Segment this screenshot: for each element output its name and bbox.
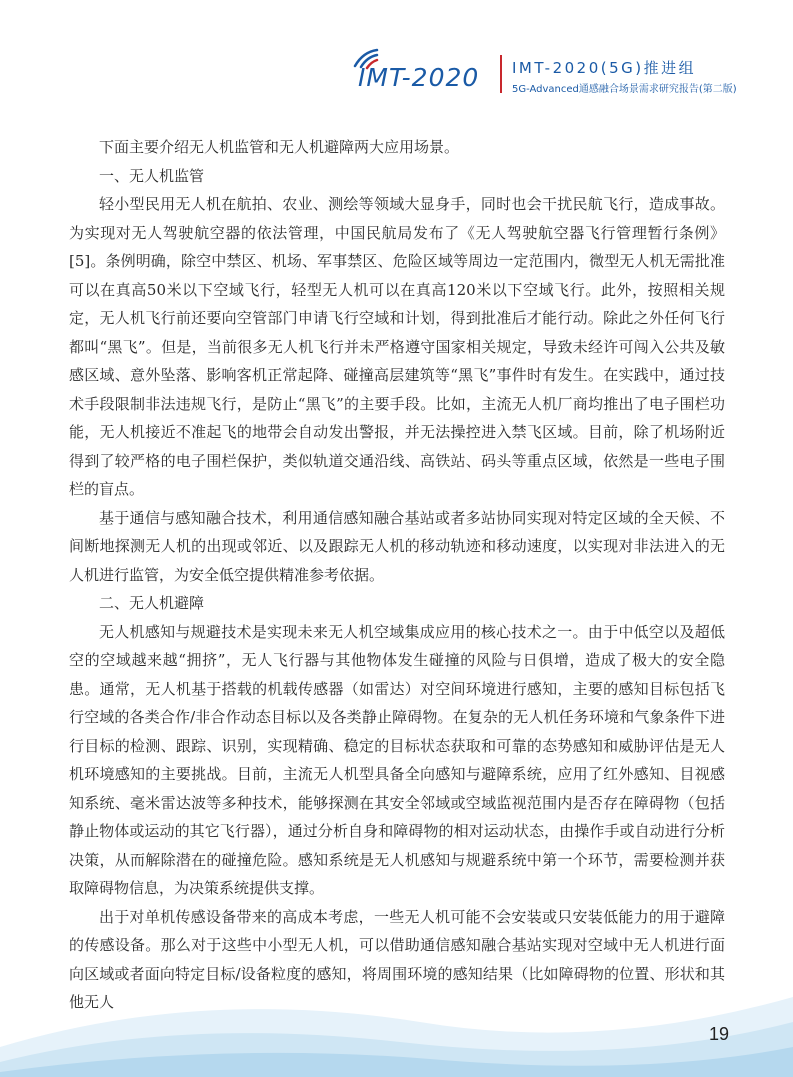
page-header <box>0 0 793 110</box>
decorative-waves <box>0 927 793 1077</box>
document-body <box>69 133 725 1017</box>
header-title: IMT-2020(5G)推进组 <box>512 59 697 77</box>
header-divider <box>500 55 502 93</box>
paragraph-intro: 下面主要介绍无人机监管和无人机避障两大应用场景。 <box>99 138 460 156</box>
paragraph-isac-supervision: 基于通信与感知融合技术，利用通信感知融合基站或者多站协同实现对特定区域的全天候、不间断地探测无人机的出现或邻近、以及跟踪无人机的移动轨迹和移动速度，以实现对非法进入的无人机进行监管，为安全低空提供精准参考依据。 <box>69 508 725 584</box>
imt-logo: IMT-2020 <box>358 63 480 92</box>
paragraph-uav-supervision: 轻小型民用无人机在航拍、农业、测绘等领域大显身手，同时也会干扰民航飞行，造成事故。为实现对无人驾驶航空器的依法管理，中国民航局发布了《无人驾驶航空器飞行管理暂行条例》[5]。条例明确，除空中禁区、机场、军事禁区、危险区域等周边一定范围内，微型无人机无需批准可以在真高50米以下空域飞行，轻型无人机可以在真高120米以下空域飞行。此外，按照相关规定，无人机飞行前还要向空管部门申请飞行空域和计划，得到批准后才能行动。除此之外任何飞行都叫“黑飞”。但是，当前很多无人机飞行并未严格遵守国家相关规定，导致未经许可闯入公共及敏感区域、意外坠落、影响客机正常起降、碰撞高层建筑等“黑飞”事件时有发生。在实践中，通过技术手段限制非法违规飞行，是防止“黑飞”的主要手段。比如，主流无人机厂商均推出了电子围栏功能，无人机接近不准起飞的地带会自动发出警报，并无法操控进入禁飞区域。目前，除了机场附近得到了较严格的电子围栏保护，类似轨道交通沿线、高铁站、码头等重点区域，依然是一些电子围栏的盲点。 <box>69 195 725 498</box>
paragraph-isac-avoidance: 出于对单机传感设备带来的高成本考虑，一些无人机可能不会安装或只安装低能力的用于避障的传感设备。那么对于这些中小型无人机，可以借助通信感知融合基站实现对空域中无人机进行面向区域或者面向特定目标/设备粒度的感知，将周围环境的感知结果（比如障碍物的位置、形状和其他无人 <box>69 907 725 1011</box>
section-heading-uav-avoidance: 二、无人机避障 <box>99 594 205 612</box>
section-heading-uav-supervision: 一、无人机监管 <box>99 166 205 185</box>
paragraph-uav-avoidance: 无人机感知与规避技术是实现未来无人机空域集成应用的核心技术之一。由于中低空以及超低空的空域越来越“拥挤”，无人飞行器与其他物体发生碰撞的风险与日俱增，造成了极大的安全隐患。通常，无人机基于搭载的机载传感器（如雷达）对空间环境进行感知，主要的感知目标包括飞行空域的各类合作/非合作动态目标以及各类静止障碍物。在复杂的无人机任务环境和气象条件下进行目标的检测、跟踪、识别，实现精确、稳定的目标状态获取和可靠的态势感知和威胁评估是无人机环境感知的主要挑战。目前，主流无人机型具备全向感知与避障系统，应用了红外感知、目视感知系统、毫米雷达波等多种技术，能够探测在其安全邻域或空域监视范围内是否存在障碍物（包括静止物体或运动的其它飞行器），通过分析自身和障碍物的相对运动状态，由操作手或自动进行分析决策，从而解除潜在的碰撞危险。感知系统是无人机感知与规避系统中第一个环节，需要检测并获取障碍物信息，为决策系统提供支撑。 <box>69 622 725 897</box>
page-number: 19 <box>708 1024 729 1044</box>
header-subtitle: 5G-Advanced通感融合场景需求研究报告(第二版) <box>512 84 737 95</box>
